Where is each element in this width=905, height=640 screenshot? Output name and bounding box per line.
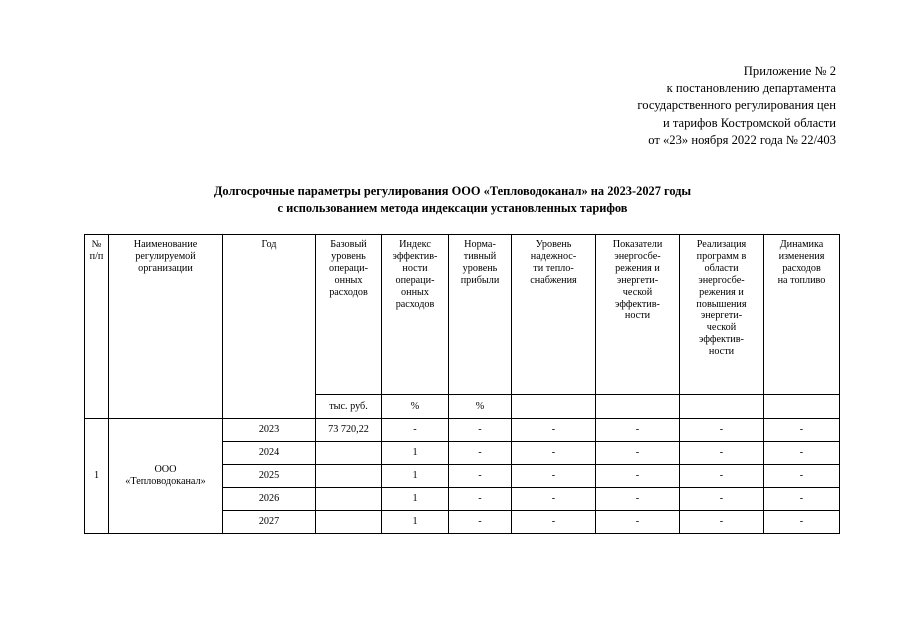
cell-profit: - — [449, 419, 512, 442]
unit-empty — [680, 395, 764, 419]
appendix-line: государственного регулирования цен — [637, 98, 836, 113]
unit-base: тыс. руб. — [316, 395, 382, 419]
unit-empty — [596, 395, 680, 419]
title-line-1: Долгосрочные параметры регулирования ООО «Тепловодоканал» на 2023-2027 годы — [213, 184, 692, 198]
cell-base — [316, 488, 382, 511]
cell-index: - — [382, 419, 449, 442]
cell-base — [316, 511, 382, 534]
cell-index: 1 — [382, 465, 449, 488]
cell-profit: - — [449, 488, 512, 511]
cell-base — [316, 465, 382, 488]
org-name: ООО «Тепловодоканал» — [109, 419, 223, 534]
cell-fuel: - — [764, 442, 840, 465]
cell-program: - — [680, 419, 764, 442]
header-number: № п/п — [85, 235, 109, 419]
cell-reliability: - — [512, 419, 596, 442]
cell-index: 1 — [382, 511, 449, 534]
cell-program: - — [680, 442, 764, 465]
cell-profit: - — [449, 442, 512, 465]
unit-index: % — [382, 395, 449, 419]
document-title — [0, 183, 905, 217]
appendix-line: и тарифов Костромской области — [662, 115, 836, 130]
cell-reliability: - — [512, 442, 596, 465]
cell-fuel: - — [764, 511, 840, 534]
cell-year: 2027 — [223, 511, 316, 534]
header-reliability: Уровень надежнос- ти тепло- снабжения — [512, 235, 596, 395]
cell-energy: - — [596, 465, 680, 488]
appendix-block — [637, 63, 836, 149]
org-number: 1 — [85, 419, 109, 534]
cell-index: 1 — [382, 442, 449, 465]
table-row — [85, 419, 840, 442]
cell-base — [316, 442, 382, 465]
cell-program: - — [680, 511, 764, 534]
parameters-table — [84, 234, 840, 534]
unit-empty — [764, 395, 840, 419]
cell-program: - — [680, 488, 764, 511]
cell-fuel: - — [764, 419, 840, 442]
appendix-line: от «23» ноября 2022 года № 22/403 — [648, 132, 836, 147]
cell-base: 73 720,22 — [316, 419, 382, 442]
cell-energy: - — [596, 419, 680, 442]
appendix-line: к постановлению департамента — [666, 81, 836, 96]
cell-reliability: - — [512, 511, 596, 534]
cell-energy: - — [596, 511, 680, 534]
cell-profit: - — [449, 465, 512, 488]
cell-reliability: - — [512, 465, 596, 488]
header-energy-programs: Реализация программ в области энергосбе- режения и повышения энергети- ческой эффектив- ности — [680, 235, 764, 395]
cell-year: 2023 — [223, 419, 316, 442]
header-row — [85, 235, 840, 395]
cell-year: 2026 — [223, 488, 316, 511]
cell-year: 2024 — [223, 442, 316, 465]
cell-fuel: - — [764, 465, 840, 488]
title-line-2: с использованием метода индексации установленных тарифов — [277, 201, 628, 215]
header-base-level: Базовый уровень операци- онных расходов — [316, 235, 382, 395]
cell-profit: - — [449, 511, 512, 534]
cell-fuel: - — [764, 488, 840, 511]
unit-profit: % — [449, 395, 512, 419]
cell-reliability: - — [512, 488, 596, 511]
cell-energy: - — [596, 442, 680, 465]
header-profit-level: Норма- тивный уровень прибыли — [449, 235, 512, 395]
header-efficiency-index: Индекс эффектив- ности операци- онных расходов — [382, 235, 449, 395]
cell-index: 1 — [382, 488, 449, 511]
header-energy-indicators: Показатели энергосбе- режения и энергети- ческой эффектив- ности — [596, 235, 680, 395]
cell-energy: - — [596, 488, 680, 511]
cell-program: - — [680, 465, 764, 488]
cell-year: 2025 — [223, 465, 316, 488]
header-organization: Наименование регулируемой организации — [109, 235, 223, 419]
unit-empty — [512, 395, 596, 419]
header-fuel-dynamics: Динамика изменения расходов на топливо — [764, 235, 840, 395]
appendix-line: Приложение № 2 — [743, 64, 836, 78]
header-year: Год — [223, 235, 316, 419]
